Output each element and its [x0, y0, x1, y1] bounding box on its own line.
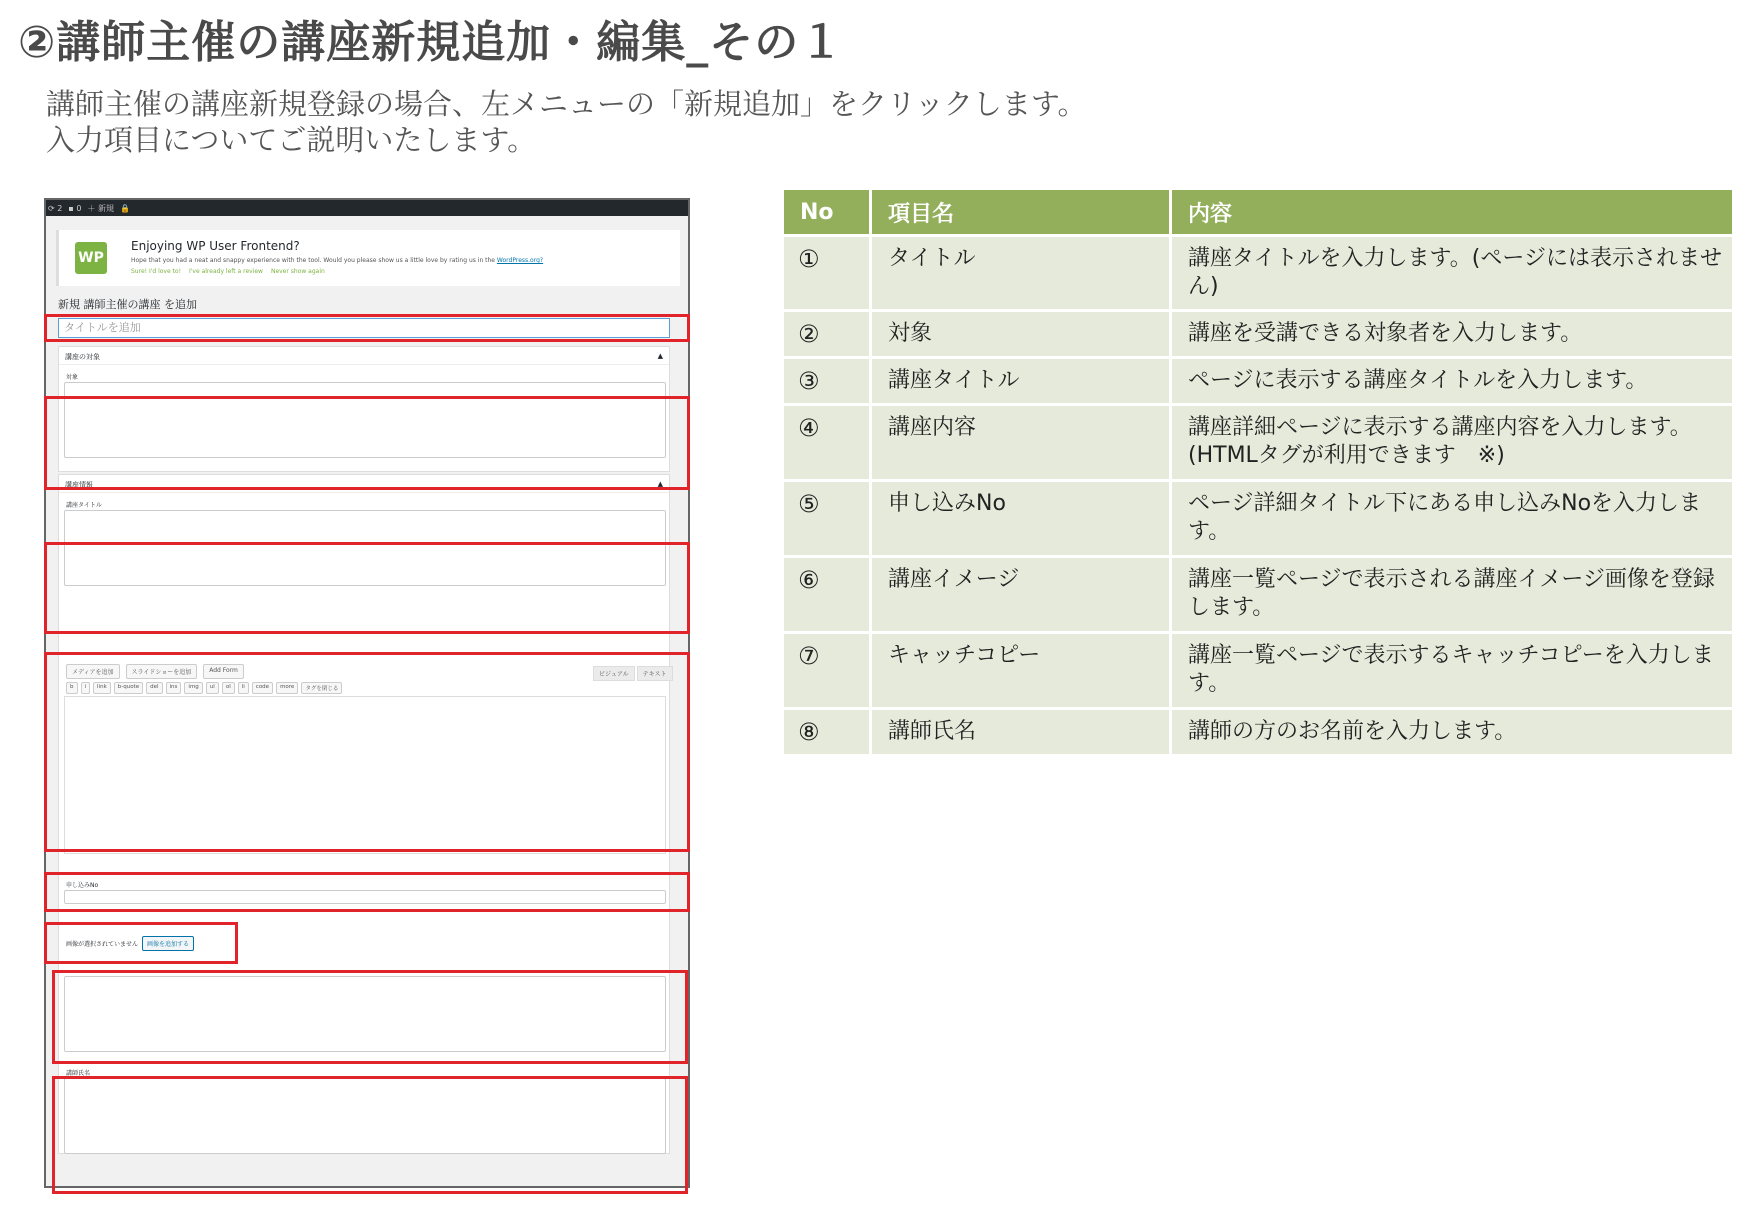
header-no: No: [784, 190, 872, 234]
highlight-8: [52, 1076, 688, 1194]
table-row: [784, 555, 1732, 631]
row-desc: 講座を受講できる対象者を入力します。: [1172, 309, 1732, 356]
qt-close-tags[interactable]: タグを閉じる: [301, 682, 342, 694]
qt-b-quote[interactable]: b-quote: [114, 682, 143, 694]
table-row: [784, 403, 1732, 479]
row-name: 講座内容: [872, 403, 1172, 479]
highlight-3: [44, 542, 690, 634]
apply-no-label: 申し込みNo: [66, 882, 99, 889]
qt-more[interactable]: more: [276, 682, 298, 694]
table-row: [784, 707, 1732, 754]
highlight-1: [44, 314, 690, 342]
table-row: [784, 479, 1732, 555]
intro-line-1: 講師主催の講座新規登録の場合、左メニューの「新規追加」をクリックします。: [46, 87, 1087, 121]
new-content-link[interactable]: ＋ 新規: [87, 203, 114, 213]
no-image-text: 画像が選択されていません: [66, 941, 139, 948]
target-label: 対象: [66, 374, 79, 381]
highlight-6: [44, 922, 238, 964]
row-desc: 講師の方のお名前を入力します。: [1172, 707, 1732, 754]
title-input[interactable]: タイトルを追加: [58, 318, 670, 338]
comments-icon[interactable]: ▪ 0: [68, 203, 82, 213]
highlight-5: [44, 872, 690, 912]
table-header-row: [784, 190, 1732, 234]
collapse-icon[interactable]: ▲: [657, 480, 663, 488]
row-name: タイトル: [872, 234, 1172, 309]
row-no: ⑧: [784, 707, 872, 754]
row-no: ⑦: [784, 631, 872, 707]
notice-link-already[interactable]: I've already left a review: [189, 268, 263, 275]
row-name: 対象: [872, 309, 1172, 356]
header-name: 項目名: [872, 190, 1172, 234]
tab-text[interactable]: テキスト: [637, 666, 673, 681]
highlight-2: [44, 396, 690, 490]
qt-link[interactable]: link: [93, 682, 111, 694]
qt-ul[interactable]: ul: [206, 682, 219, 694]
qt-b[interactable]: b: [66, 682, 78, 694]
add-image-button[interactable]: 画像を追加する: [142, 936, 194, 951]
row-desc: 講座一覧ページで表示される講座イメージ画像を登録します。: [1172, 555, 1732, 631]
course-title-label: 講座タイトル: [66, 502, 102, 509]
qt-del[interactable]: del: [146, 682, 162, 694]
row-desc: 講座一覧ページで表示するキャッチコピーを入力します。: [1172, 631, 1732, 707]
row-name: 申し込みNo: [872, 479, 1172, 555]
notice-title: Enjoying WP User Frontend?: [131, 239, 300, 253]
wpuf-logo: WP: [75, 242, 107, 274]
intro-text: [46, 86, 1087, 158]
notice-desc: Hope that you had a neat and snappy experience with the tool. Would you please show us a little love by rating us in the WordPress.org?: [131, 257, 544, 264]
row-desc: ページ詳細タイトル下にある申し込みNoを入力します。: [1172, 479, 1732, 555]
tab-visual[interactable]: ビジュアル: [593, 666, 635, 681]
row-name: キャッチコピー: [872, 631, 1172, 707]
row-no: ⑥: [784, 555, 872, 631]
highlight-7: [52, 970, 688, 1064]
highlight-4: [44, 652, 690, 852]
updates-icon[interactable]: ⟳ 2: [48, 203, 63, 213]
lock-icon: 🔒: [119, 203, 130, 213]
qt-i[interactable]: i: [81, 682, 91, 694]
admin-bar: [46, 200, 688, 216]
row-no: ④: [784, 403, 872, 479]
add-form-button[interactable]: Add Form: [203, 664, 244, 679]
qt-li[interactable]: li: [238, 682, 249, 694]
row-name: 講座イメージ: [872, 555, 1172, 631]
qt-ins[interactable]: ins: [166, 682, 182, 694]
page-title: ②講師主催の講座新規追加・編集_その１: [18, 17, 845, 68]
row-no: ②: [784, 309, 872, 356]
qt-img[interactable]: img: [184, 682, 202, 694]
row-desc: 講座タイトルを入力します。(ページには表示されません): [1172, 234, 1732, 309]
metabox-info-title: 講座情報: [65, 481, 93, 489]
row-name: 講師氏名: [872, 707, 1172, 754]
editor-heading: 新規 講師主催の講座 を追加: [58, 298, 197, 311]
field-table: [784, 190, 1732, 754]
table-row: [784, 356, 1732, 403]
table-row: [784, 631, 1732, 707]
row-desc: ページに表示する講座タイトルを入力します。: [1172, 356, 1732, 403]
row-no: ⑤: [784, 479, 872, 555]
row-no: ③: [784, 356, 872, 403]
review-notice: [56, 230, 680, 286]
row-desc: 講座詳細ページに表示する講座内容を入力します。(HTMLタグが利用できます ※): [1172, 403, 1732, 479]
notice-link-never[interactable]: Never show again: [270, 268, 325, 275]
header-desc: 内容: [1172, 190, 1732, 234]
metabox-target-title: 講座の対象: [65, 353, 100, 361]
add-media-button[interactable]: メディアを追加: [66, 664, 120, 679]
wordpress-org-link[interactable]: WordPress.org?: [496, 257, 544, 264]
row-name: 講座タイトル: [872, 356, 1172, 403]
table-row: [784, 309, 1732, 356]
teacher-name-label: 講師氏名: [66, 1070, 91, 1077]
notice-links: [131, 268, 325, 275]
intro-line-2: 入力項目についてご説明いたします。: [46, 123, 537, 157]
collapse-icon[interactable]: ▲: [657, 352, 663, 360]
row-no: ①: [784, 234, 872, 309]
qt-code[interactable]: code: [252, 682, 273, 694]
table-row: [784, 234, 1732, 309]
notice-link-sure[interactable]: Sure! I'd love to!: [131, 268, 182, 275]
add-slideshow-button[interactable]: スライドショーを追加: [126, 664, 198, 679]
qt-ol[interactable]: ol: [222, 682, 235, 694]
